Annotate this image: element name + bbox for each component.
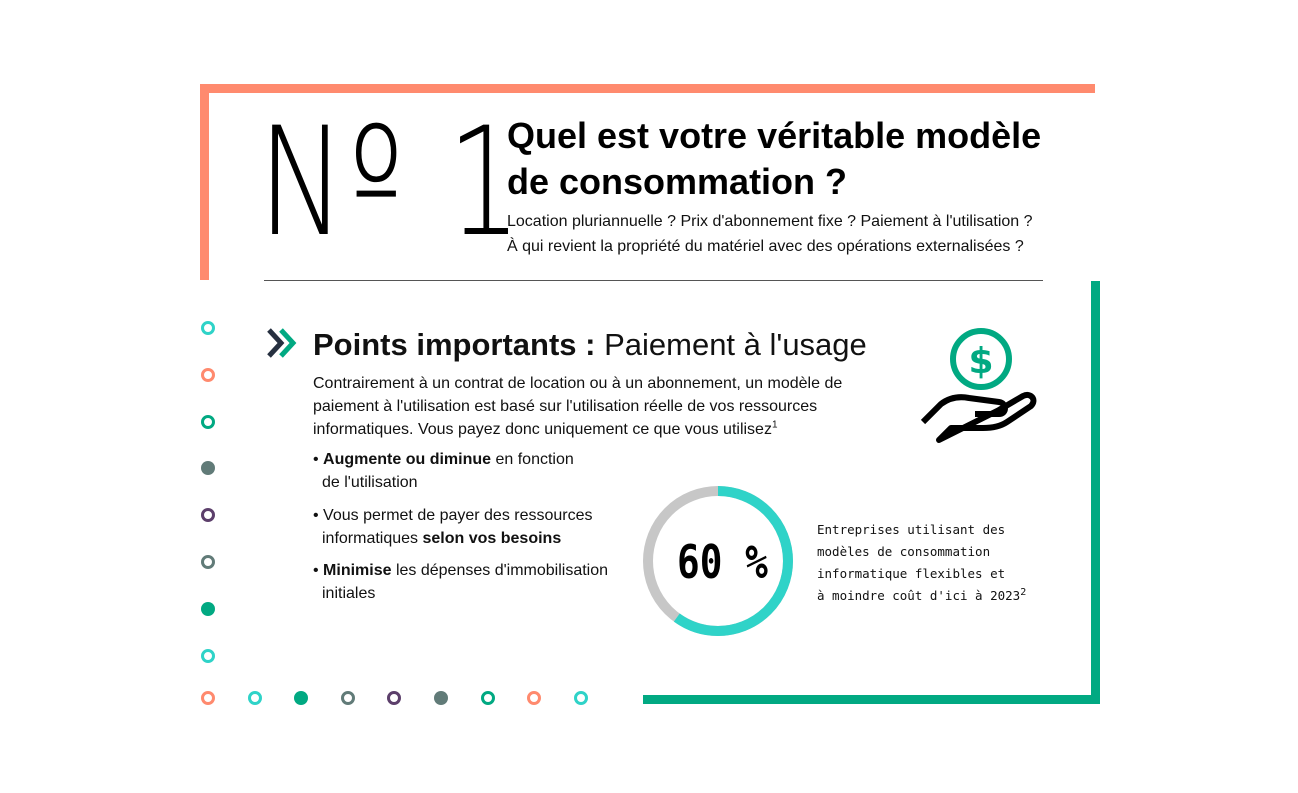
- frame-right-green-bar: [1091, 281, 1100, 704]
- stat-line-2: modèles de consommation: [817, 544, 991, 559]
- number-label: Nº 1: [258, 96, 525, 270]
- bullet-bold: Minimise: [323, 562, 392, 579]
- decorative-dot: [201, 691, 215, 705]
- decorative-dot: [248, 691, 262, 705]
- frame-top-orange-bar: [200, 84, 1095, 93]
- decorative-dot: [201, 415, 215, 429]
- decorative-dot: [201, 368, 215, 382]
- stat-line-4-text: à moindre coût d'ici à 2023: [817, 588, 1021, 603]
- body-line-1: Contrairement à un contrat de location ou à un abonnement, un modèle de: [313, 375, 843, 392]
- decorative-dot: [201, 555, 215, 569]
- bullet-line-2: de l'utilisation: [322, 474, 418, 491]
- subtitle-line-1: Location pluriannuelle ? Prix d'abonnement fixe ? Paiement à l'utilisation ?: [507, 213, 1033, 230]
- svg-text:$: $: [968, 341, 994, 382]
- section-heading: [313, 325, 867, 365]
- decorative-dot: [201, 602, 215, 616]
- bullet-text: les dépenses d'immobilisation: [391, 562, 609, 579]
- subtitle-line-2: À qui revient la propriété du matériel avec des opérations externalisées ?: [507, 238, 1024, 255]
- bullet-line: • Vous permet de payer des ressources: [313, 507, 593, 524]
- bullet-line: • Augmente ou diminue en fonction: [313, 451, 574, 468]
- frame-left-orange-bar: [200, 84, 209, 280]
- frame-bottom-green-bar: [643, 695, 1100, 704]
- bullet-line: • Minimise les dépenses d'immobilisation: [313, 562, 609, 579]
- decorative-dot: [201, 649, 215, 663]
- title-line-1: Quel est votre véritable modèle: [507, 115, 1042, 156]
- body-line-3-text: informatiques. Vous payez donc uniquement ce que vous utilisez: [313, 421, 772, 438]
- section-divider: [264, 280, 1043, 281]
- decorative-dot: [527, 691, 541, 705]
- decorative-dot: [434, 691, 448, 705]
- bullet-text: Vous permet de payer des ressources: [323, 507, 593, 524]
- bullet-line-2: initiales: [322, 585, 376, 602]
- body-line-2: paiement à l'utilisation est basé sur l'utilisation réelle de vos ressources: [313, 398, 818, 415]
- footnote-marker: 1: [771, 419, 778, 431]
- double-chevron-icon: [266, 327, 300, 364]
- percentage-value: 60 %: [677, 535, 768, 589]
- decorative-dot: [481, 691, 495, 705]
- body-line-3: [313, 418, 893, 441]
- bullet-line-2: [313, 527, 633, 550]
- decorative-dot: [574, 691, 588, 705]
- bullet-text: en fonction: [491, 451, 574, 468]
- stat-footnote: 2: [1020, 586, 1027, 598]
- stat-line-3: informatique flexibles et: [817, 566, 1006, 581]
- decorative-dot: [201, 508, 215, 522]
- section-body: [313, 372, 893, 441]
- subtitle: [507, 209, 1107, 259]
- stat-description: [817, 519, 1047, 607]
- page-title: [507, 113, 1087, 205]
- bullet-item: [313, 504, 633, 550]
- decorative-dot: [387, 691, 401, 705]
- bullet-bold: Augmente ou diminue: [323, 451, 492, 468]
- bullet-line-2-text: informatiques: [322, 530, 423, 547]
- decorative-dot: [201, 461, 215, 475]
- decorative-dot: [294, 691, 308, 705]
- title-line-2: de consommation ?: [507, 161, 848, 202]
- section-heading-light: Paiement à l'usage: [604, 327, 867, 362]
- stat-line-4: [817, 585, 1047, 607]
- bullet-item: [313, 559, 633, 605]
- stat-line-1: Entreprises utilisant des: [817, 522, 1006, 537]
- decorative-dot: [341, 691, 355, 705]
- bullet-bold: selon vos besoins: [422, 530, 562, 547]
- section-heading-bold: Points importants :: [313, 327, 596, 362]
- decorative-dot: [201, 321, 215, 335]
- hand-coin-dollar-icon: [915, 322, 1039, 451]
- bullet-item: [313, 448, 633, 494]
